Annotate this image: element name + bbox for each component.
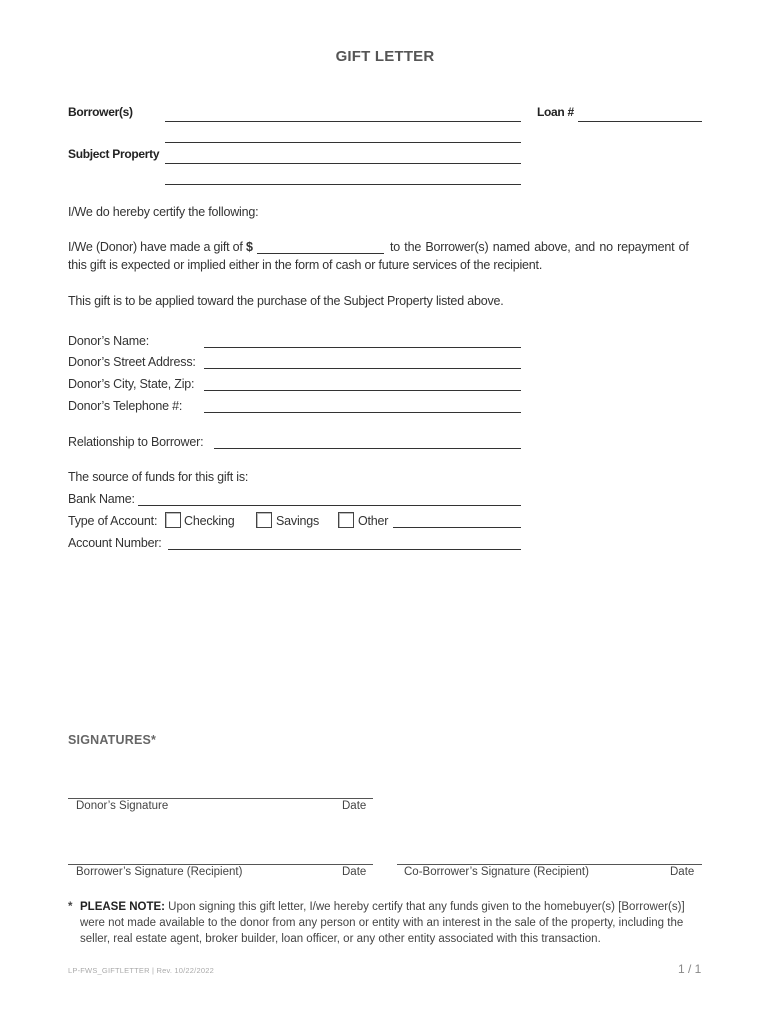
donor-signature-label: Donor’s Signature: [76, 800, 169, 812]
checking-label: Checking: [184, 514, 235, 528]
gift-statement-part1: [68, 240, 253, 254]
subject-property-label: Subject Property: [68, 147, 160, 161]
donor-phone-field[interactable]: [204, 412, 521, 413]
account-number-field[interactable]: [168, 549, 521, 550]
donor-city-field[interactable]: [204, 390, 521, 391]
donor-signature-line[interactable]: [68, 798, 373, 799]
donor-street-field[interactable]: [204, 368, 521, 369]
page-number: 1 / 1: [678, 962, 702, 976]
coborrower-signature-line[interactable]: [397, 864, 702, 865]
signatures-heading: SIGNATURES*: [68, 733, 157, 747]
borrowers-field[interactable]: [165, 121, 521, 122]
subject-property-field[interactable]: [165, 163, 521, 164]
gift-statement-lead: I/We (Donor) have made a gift of: [68, 240, 246, 254]
other-checkbox[interactable]: [338, 512, 354, 528]
bank-name-label: Bank Name:: [68, 492, 135, 506]
bank-name-field[interactable]: [138, 505, 521, 506]
account-type-label: Type of Account:: [68, 514, 158, 528]
other-account-field[interactable]: [393, 527, 521, 528]
note-asterisk: *: [68, 901, 73, 913]
gift-statement-line2: this gift is expected or implied either in the form of cash or future services of the recipient.: [68, 258, 543, 272]
please-note-label: PLEASE NOTE:: [80, 901, 165, 913]
gift-statement-part2: to the Borrower(s) named above, and no repayment of: [390, 240, 689, 254]
applied-statement: This gift is to be applied toward the purchase of the Subject Property listed above.: [68, 294, 504, 308]
savings-checkbox[interactable]: [256, 512, 272, 528]
savings-label: Savings: [276, 514, 320, 528]
donor-phone-label: Donor’s Telephone #:: [68, 399, 183, 413]
borrowers-field-2[interactable]: [165, 142, 521, 143]
form-id-footer: LP-FWS_GIFTLETTER | Rev. 10/22/2022: [68, 966, 214, 975]
please-note-paragraph: [80, 899, 704, 947]
donor-street-label: Donor’s Street Address:: [68, 355, 196, 369]
please-note-text: Upon signing this gift letter, I/we hereby certify that any funds given to the homebuyer(s) [Borrower(s)] were not made available to the donor from any person or entity with an interest in the sale of the property, including the seller, real estate agent, broker builder, loan officer, or any other entity associated with this transaction.: [80, 901, 685, 945]
borrower-signature-label: Borrower’s Signature (Recipient): [76, 866, 243, 878]
coborrower-signature-label: Co-Borrower’s Signature (Recipient): [404, 866, 589, 878]
borrowers-label: Borrower(s): [68, 105, 133, 119]
donor-name-field[interactable]: [204, 347, 521, 348]
loan-number-field[interactable]: [578, 121, 702, 122]
gift-dollar-sign: $: [245, 240, 253, 254]
coborrower-date-label: Date: [670, 866, 695, 878]
page-title: GIFT LETTER: [335, 48, 435, 65]
relationship-field[interactable]: [214, 448, 521, 449]
relationship-label: Relationship to Borrower:: [68, 435, 204, 449]
account-number-label: Account Number:: [68, 536, 162, 550]
donor-city-label: Donor’s City, State, Zip:: [68, 377, 195, 391]
checking-checkbox[interactable]: [165, 512, 181, 528]
certify-text: I/We do hereby certify the following:: [68, 205, 259, 219]
other-label: Other: [358, 514, 389, 528]
donor-date-label: Date: [342, 800, 367, 812]
borrower-signature-line[interactable]: [68, 864, 373, 865]
subject-property-field-2[interactable]: [165, 184, 521, 185]
borrower-date-label: Date: [342, 866, 367, 878]
donor-name-label: Donor’s Name:: [68, 334, 149, 348]
loan-number-label: Loan #: [537, 105, 574, 119]
funds-source-label: The source of funds for this gift is:: [68, 470, 249, 484]
gift-amount-field[interactable]: [257, 253, 384, 254]
